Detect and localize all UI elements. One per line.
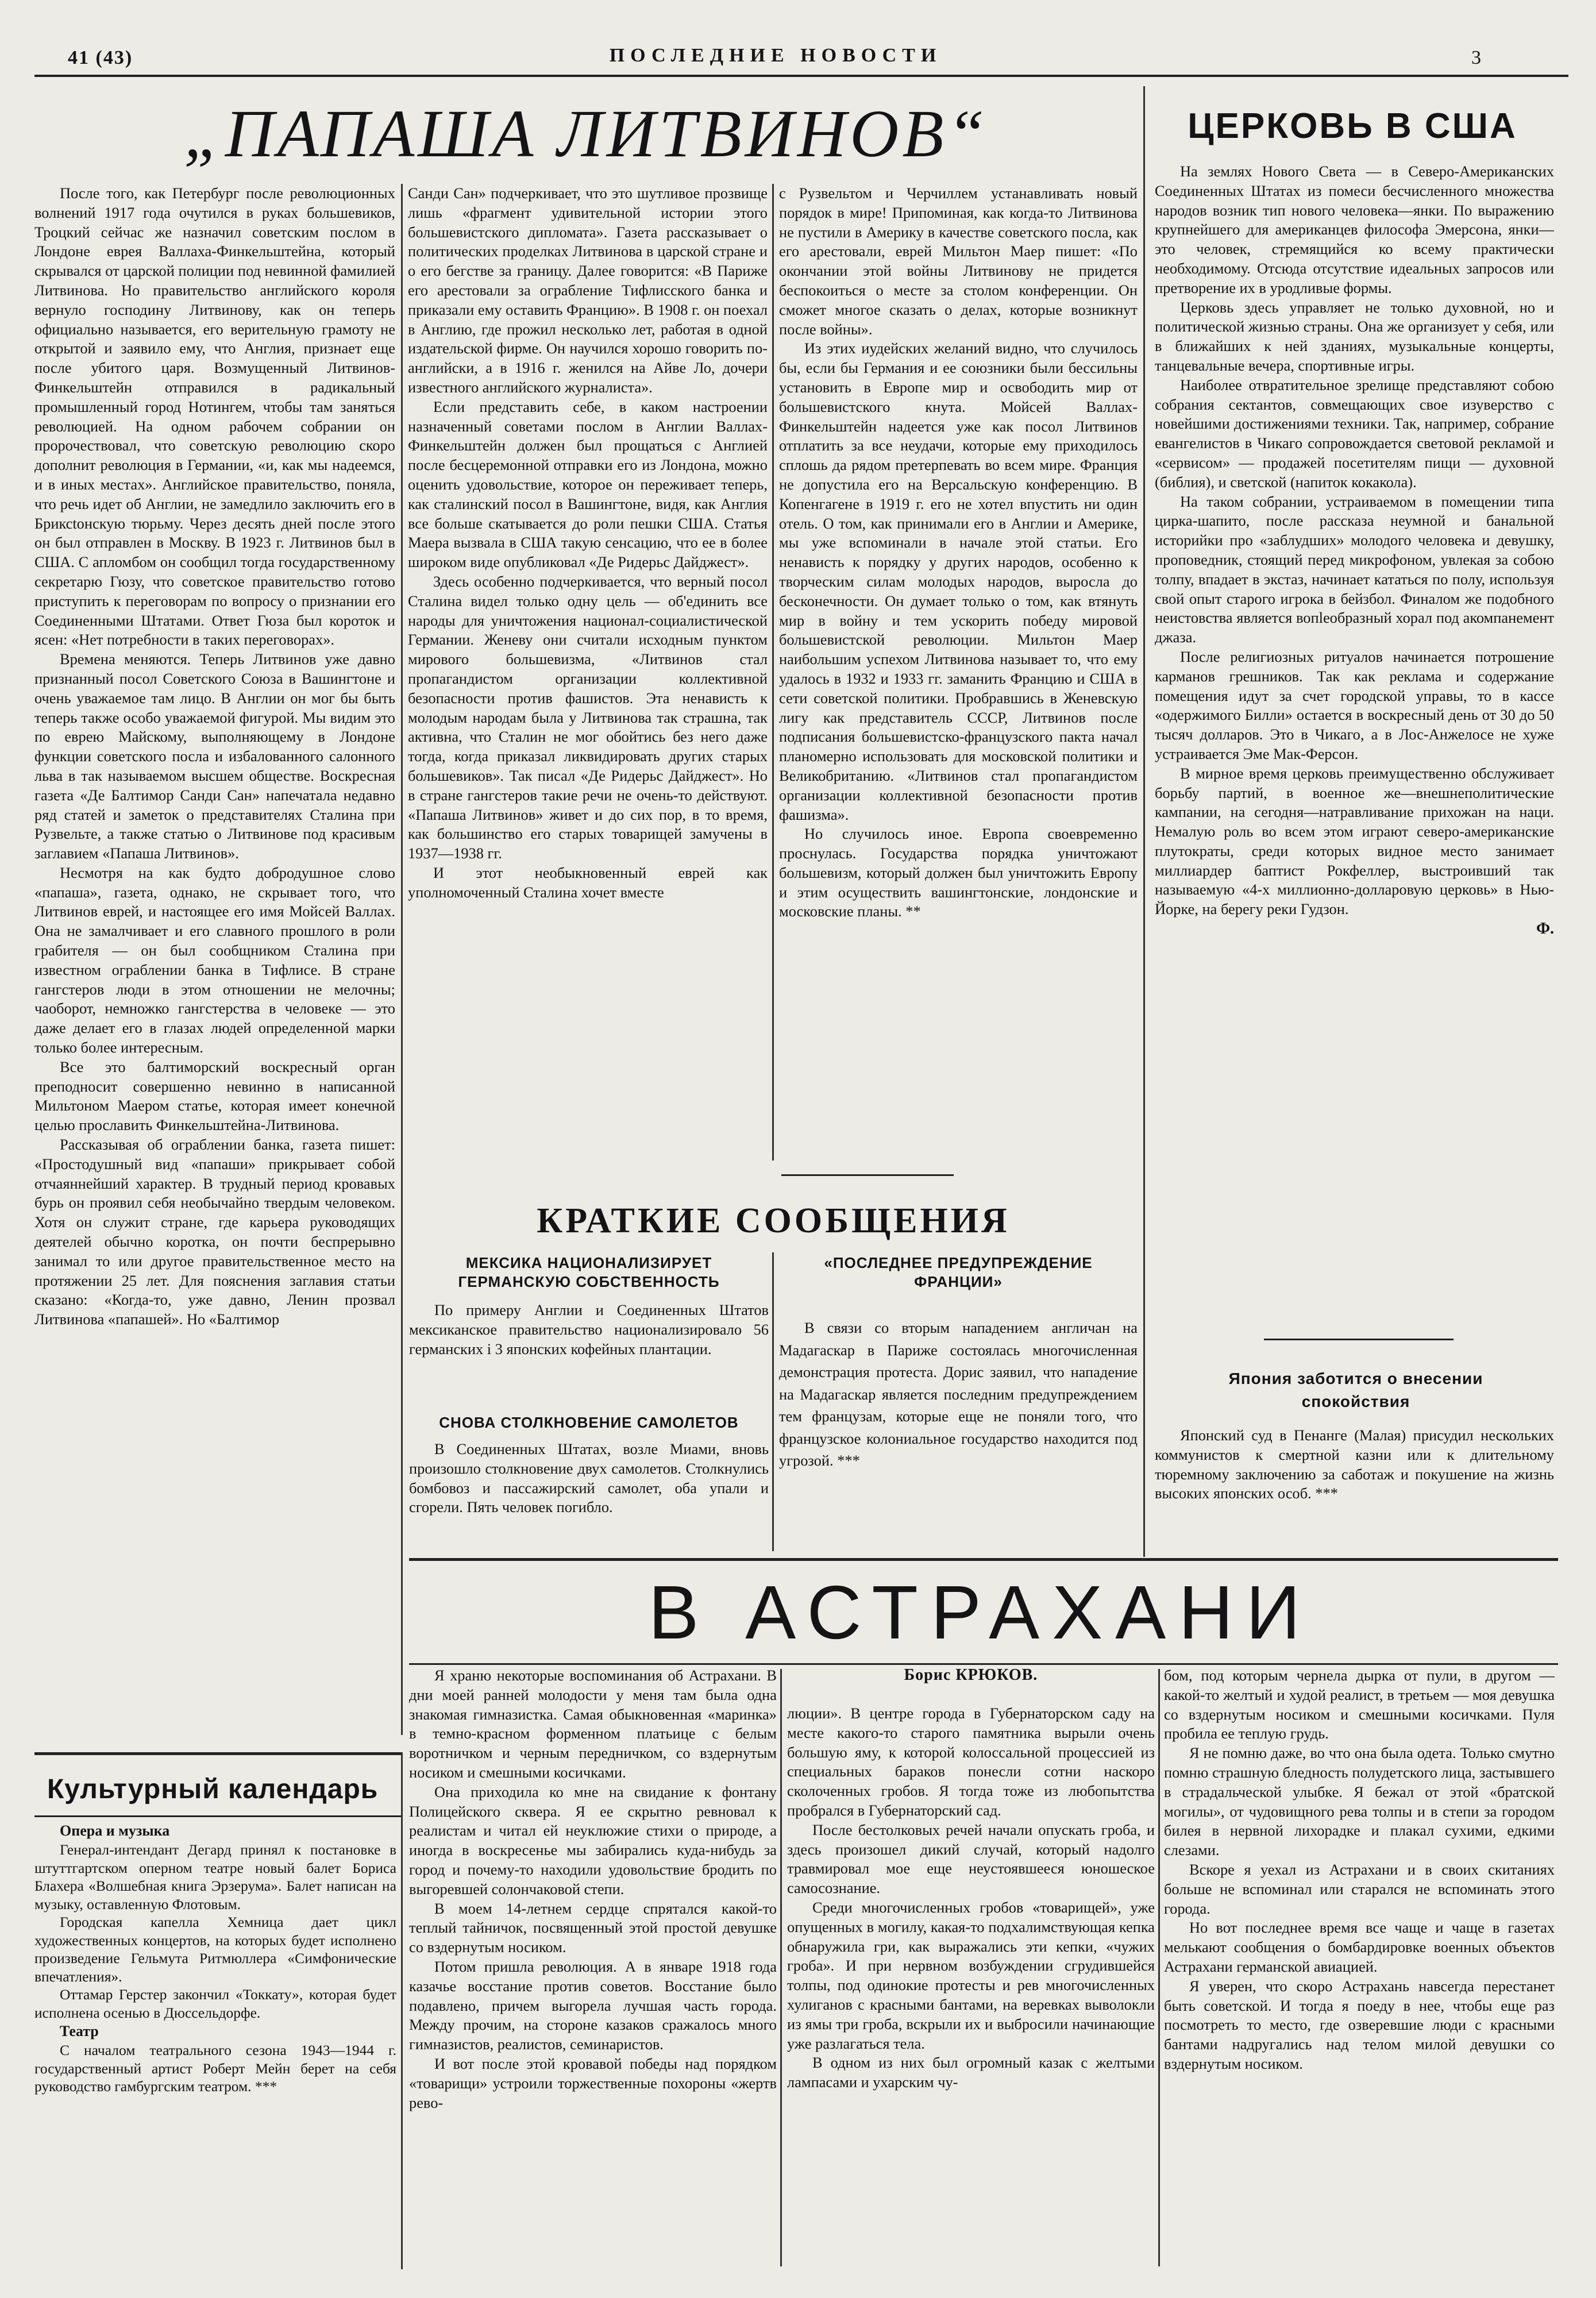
japan-article xyxy=(1155,1426,1554,1547)
issue-number: 41 (43) xyxy=(68,47,133,68)
section-rule xyxy=(34,1752,402,1755)
paragraph: Городская капелла Хемница дает цикл художественных концертов, на которых будет исполнено произведение Гельмута Ритмюллера «Симфонические впечатления». xyxy=(34,1914,396,1985)
paragraph: бом, под которым чернела дырка от пули, в другом — какой-то желтый и худой реалист, в третьем — моя девушка со вздернутым носиком и смешными косичками. Пуля пробила ее теплую грудь. xyxy=(1164,1667,1555,1742)
paragraph: Среди многочисленных гробов «товарищей», уже опущенных в могилу, какая-то подхалимствующая кепка обнаружила гри, как выражались эти кепки, «чужих гроба». И при нервном возбуждении сгрудившейся толпы, под одинокие протесты и рев многочисленных хулиганов с красными бантами, на веревках выволокли из ямы три гроба, вскрыли их и выбросили начинающие уже разлагаться тела. xyxy=(787,1898,1155,2052)
planes-title: СНОВА СТОЛКНОВЕНИЕ САМОЛЕТОВ xyxy=(439,1414,739,1431)
paragraph: И вот после этой кровавой победы над порядком «товарищи» устроили торжественные похороны «жертв рево- xyxy=(409,2054,777,2111)
column-divider xyxy=(401,1752,403,2269)
section-rule xyxy=(409,1558,1558,1561)
paragraph: Вскоре я уехал из Астрахани и в своих скитаниях больше не вспоминал или старался не вспоминать этого города. xyxy=(1164,1860,1555,1917)
page-number: 3 xyxy=(1471,47,1482,68)
section-rule xyxy=(409,1663,1558,1665)
france-article xyxy=(779,1317,1138,1547)
church-article xyxy=(1155,162,1554,1317)
paragraph: Все это балтиморский воскресный орган преподносит совершенно невинно в написанной Мильтоном Маером статье, которая имеет конечной целью прославить Финкельштейна-Литвинова. xyxy=(34,1058,395,1134)
short-rule xyxy=(781,1174,954,1176)
header-rule xyxy=(34,75,1568,77)
litvinov-column-1 xyxy=(34,184,395,1729)
paragraph: Здесь особенно подчеркивается, что верный посол Сталина видел только одну цель — об'единить все народы для уничтожения национал-социалистической Германии. Женеву они считали исходным пунктом мирового большевизма, «Литвинов стал пропагандистом организации коллективной безопасности против фашистов. Эта ненависть к молодым народам была у Литвинова так страшна, так активна, что Сталин не мог обойтись без него даже тогда, когда приказал ликвидировать других старых большевиков». Так писал «Де Ридерьс Дайджест». Но в стране гангстеров такие речи не очень-то действуют. «Папаша Литвинов» живет и до сих пор, в то время, как большинство его старых товарищей замучены в 1937—1938 гг. xyxy=(408,572,768,862)
paragraph: В моем 14-летнем сердце спрятался какой-то теплый тайничок, посвященный этой простой девушке со вздернутым носиком. xyxy=(409,1899,777,1956)
section-heading: Опера и музыка xyxy=(60,1822,170,1839)
newspaper-name: ПОСЛЕДНИЕ НОВОСТИ xyxy=(609,45,942,66)
paragraph: Но вот последнее время все чаще и чаще в газетах мелькают сообщения о бомбардировке военных объектов Астрахани германской авиацией. xyxy=(1164,1919,1555,1975)
paragraph: Наиболее отвратительное зрелище представляют собою собрания сектантов, совмещающих свое изуверство с новейшими достижениями техники. Так, например, собрание евангелистов в Чикаго сопровождается световой рекламой и «сервисом» — продажей посетителям пищи — духовной (библия), и светской (напиток кокакола). xyxy=(1155,376,1554,491)
japan-title: Япония заботится о внесении спокойствия xyxy=(1228,1370,1483,1410)
paragraph: После бестолковых речей начали опускать гроба, и здесь произошел дикий случай, который надолго травмировал мое еще неустоявшееся юношеское самосознание. xyxy=(787,1821,1155,1897)
paragraph: Несмотря на как будто добродушное слово «папаша», газета, однако, не скрывает того, что Литвинов еврей, и настоящее его имя Мойсей Валлах. Она не замалчивает и его славного прошлого в роли грабителя — он был сообщником Сталина при известном ограблении банка в Тифлисе. В стране гангстеров люди в этом отношении не мелочны; чаоборот, немножко гангстерства в человеке — это даже делает его в глазах людей определенной марки только более интересным. xyxy=(34,863,395,1057)
planes-article xyxy=(409,1440,769,1537)
column-divider xyxy=(772,184,774,1160)
paragraph: После религиозных ритуалов начинается потрошение карманов грешников. Так как реклама и содержание помещения идут за счет городской управы, то в кассе «одержимого Билли» остается в воскресный день от 30 до 50 тысяч долларов. Это в Чикаго, а в Лос-Анжелосе не хуже устраивается Эме Мак-Ферсон. xyxy=(1155,647,1554,762)
astrakhan-title: В АСТРАХАНИ xyxy=(648,1570,1313,1655)
paragraph: В Соединенных Штатах, возле Миами, вновь произошло столкновение двух самолетов. Столкнулись бомбовоз и пассажирский самолет, оба упали и сгорели. Пять человек погибло. xyxy=(409,1440,769,1516)
section-heading: Театр xyxy=(60,2023,99,2039)
culture-title: Культурный календарь xyxy=(47,1774,379,1805)
paragraph: На землях Нового Света — в Северо-Американских Соединенных Штатах из помеси бесчисленного множества народов возник тип нового человека—янки. По выражению крупнейшего для американцев философа Эмерсона, янки—это человек, стремящийся ко всему практически необходимому. Отсюда отсутствие идеальных запросов или претворение их в уродливые формы. xyxy=(1155,163,1554,296)
paragraph: Потом пришла революция. А в январе 1918 года казачье восстание против советов. Восстание было подавлено, причем выгорела лучшая часть города. Между прочим, на стороне казаков сражалось много гимназистов, реалистов, семинаристов. xyxy=(409,1957,777,2053)
paragraph: После того, как Петербург после революционных волнений 1917 года очутился в руках большевиков, Троцкий сейчас же назначил советским послом в Лондоне еврея Валлаха-Финкельштейна, который скрывался от царской полиции под невинной фамилией Литвинова. Но правительство английского короля вернуло господину Литвинову, как он теперь официально называется, его верительную грамоту не открытой и заявило ему, что Англия, признает еще после убитого царя. Возмущенный Литвинов-Финкельштейн отправился в радикальный промышленный город Нотингем, чтобы там заняться революцией. На одном рабочем собрании он пророчествовал, что советскую революцию скоро дополнит революция в Германии, «и, как мы надеемся, и в иных местах». Английское правительство, поняла, что речь идет об Англии, не замедлило заключить его в Бриксtонскую тюрьму. Через десять дней после этого он был отправлен в Москву. В 1923 г. Литвинов был в США. С апломбом он сообщил тогда государственному секретарю Гюзу, что советское правительство готово приступить к переговорам по вопросу о признании его Соединенными Штатами. Ответ Гюза был короток и ясен: «Нет потребности в таких переговорах». xyxy=(34,184,395,649)
paragraph: Церковь здесь управляет не только духовной, но и политической жизнью страны. Она же организует у себя, или в ближайших к ней зданиях, музыкальные концерты, танцевальные вечера, спортивные игры. xyxy=(1155,298,1554,374)
paragraph: В мирное время церковь преимущественно обслуживает борьбу партий, в военное же—внешнеполитические кампании, на сегодня—натравливание прихожан на наци. Немалую роль во всем этом играют северо-американские плутократы, среди которых видное место занимает миллиардер баптист Рокфеллер, выстроивший так называемую «4-х миллионно-долларовую церковь» в Нью-Йорке, на берегу реки Гудзон. xyxy=(1155,764,1554,918)
culture-article xyxy=(34,1821,396,2269)
paragraph: Оттамар Герстер закончил «Токкату», которая будет исполнена осенью в Дюссельдорфе. xyxy=(34,1986,396,2021)
paragraph: Из этих иудейских желаний видно, что случилось бы, если бы Германия и ее союзники были бессильны установить в Европе мир и освободить мир от большевистского кнута. Мойсей Валлах-Финкельштейн надеется уже как посол Литвинов отплатить за все неудачи, которые ему приходилось сплошь да рядом претерпевать во всем мире. Франция не допустила его на Версальскую конференцию. В Копенгагене в 1919 г. его не хотел впустить ни один отель. О том, как принимали его в Англии и Америке, мы уже вспоминали в начале этой статьи. Его ненависть к порядку у других народов, особенно к творческим силам молодых народов, выросла до бесконечности. Он думает только о том, как втянуть мир в войну и тем ускорить победу мировой большевистской революции. Мильтон Маер наибольшим успехом Литвинова называет то, что ему удалось в 1932 и 1933 гг. заманить Францию и США в сети советской политики. Пробравшись в Женевскую лигу как представитель СССР, Литвинов после подписания большевистско-французского пакта начал планомерно использовать для московской политики и Великобританию. «Литвинов стал пропагандистом организации коллективной безопасности против фашизма». xyxy=(779,340,1138,823)
short-rule xyxy=(1264,1339,1454,1340)
paragraph: с Рузвельтом и Черчиллем устанавливать новый порядок в мире! Припоминая, как когда-то Литвинова не пустили в Америку в качестве советского посла, как его арестовали, еврей Мильтон Маер пишет: «По окончании этой войны Литвинову не придется беспокоиться о месте за столом конференции. Он сможет многое сказать о делах, которые возникнут после войны». xyxy=(779,184,1138,338)
paragraph: Она приходила ко мне на свидание к фонтану Полицейского сквера. Я ее скрытно ревновал к реалистам и читал ей неуклюжие стихи о природе, а иногда в воскресенье мы забирались куда-нибудь за город и почему-то находили удовольствие бродить по выгоревшей солончаковой степи. xyxy=(409,1783,777,1898)
paragraph: Времена меняются. Теперь Литвинов уже давно признанный посол Советского Союза в Вашингтоне и очень уважаемое там лицо. В Англии он мог бы быть теперь также особо уважаемой фигурой. Мы видим это по еврею Майскому, выполняющему в Лондоне функции советского посла и избалованного салонного льва в так называемом высшем обществе. Воскресная газета «Де Балтимор Санди Сан» напечатала недавно ряд статей и заметок о представителях Сталина при Рузвельте, а также статью о Литвинове под красивым заглавием «Папаша Литвинов». xyxy=(34,650,395,862)
paragraph: Я не помню даже, во что она была одета. Только смутно помню страшную бледность полудетского лица, застывшего в страдальческой улыбке. Я бежал от этой «братской могилы», от чудовищного рева толпы и в степи за городом билея в нервной лихорадке и плакал сухими, едкими слезами. xyxy=(1164,1744,1555,1859)
astrakhan-column-3 xyxy=(1164,1666,1555,2264)
column-divider xyxy=(1143,86,1145,1557)
france-title: «ПОСЛЕДНЕЕ ПРЕДУПРЕЖДЕНИЕ ФРАНЦИИ» xyxy=(824,1254,1093,1290)
paragraph: Генерал-интендант Дегард принял к постановке в штуттгартском оперном театре новый балет Бориса Блахера «Волшебная книга Эрзерума». Балет написан на музыку, оставленную Флотовым. xyxy=(34,1841,396,1913)
column-divider xyxy=(1158,1669,1160,2266)
astrakhan-author: Борис КРЮКОВ. xyxy=(904,1666,1038,1684)
paragraph: В одном из них был огромный казак с желтыми лампасами и ухарским чу- xyxy=(787,2054,1155,2091)
paragraph: Санди Сан» подчеркивает, что это шутливое прозвище лишь «фрагмент удивительной истории этого большевистского дипломата». Газета рассказывает о политических проделках Литвинова в царской стране и о его бегстве за границу. Далее говорится: «В Париже его арестовали за ограбление Тифлисского банка и приказали ему оставить Францию». В 1908 г. он поехал в Англию, где прожил несколько лет, работая в одной издательской фирме. Он научился хорошо говорить по-английски, а в 1916 г. женился на Айве Ло, дочери известного английского журналиста». xyxy=(408,184,768,396)
paragraph: На таком собрании, устраиваемом в помещении типа цирка-шапито, после рассказа неумной и банальной историйки про «заблудших» молодого человека и девушку, проповедник, стоящий перед микрофоном, увлекая за собою толпу, впадает в экстаз, начинает кататься по полу, используя свой опыт старого игрока в бейзбол. Финалом же подобного неистовства является вопleобразный хорал под акомпанемент джаза. xyxy=(1155,492,1554,646)
paragraph: И этот необыкновенный еврей как уполномоченный Сталина хочет вместе xyxy=(408,863,768,901)
paragraph: Рассказывая об ограблении банка, газета пишет: «Простодушный вид «папаши» прикрывает собой отчаяннейший характер. В трудный период кровавых бурь он проявил себя необычайно твердым человеком. Хотя он служит стране, где карьера руководящих деятелей обычно коротка, он почти беспрерывно занимал то или другое правительственное место на протяжении 25 лет. Для пояснения заглавия статьи сказано: «Когда-то, уже давно, Ленин прозвал Литвинова «папашей». Но «Балтимор xyxy=(34,1136,395,1328)
column-divider xyxy=(401,184,403,1735)
column-divider xyxy=(780,1669,782,2266)
paragraph: С началом театрального сезона 1943—1944 г. государственный артист Роберт Мейн берет на себя руководство гамбургским театром. *** xyxy=(34,2042,396,2095)
mexico-title: МЕКСИКА НАЦИОНАЛИЗИРУЕТ ГЕРМАНСКУЮ СОБСТВЕННОСТЬ xyxy=(458,1254,720,1290)
astrakhan-column-2 xyxy=(787,1704,1155,2267)
paragraph: В связи со вторым нападением англичан на Мадагаскар в Париже состоялась многочисленная демонстрация протеста. Дорис заявил, что нападение на Мадагаскар является последним предупреждением тем французам, которые еще не поняли того, что французское колониальное государство находится под угрозой. *** xyxy=(779,1319,1138,1469)
mexico-article xyxy=(409,1301,769,1381)
litvinov-column-3 xyxy=(779,184,1138,1155)
section-rule xyxy=(34,1815,402,1817)
paragraph: Японский суд в Пенанге (Малая) присудил нескольких коммунистов к смертной казни или к длительному тюремному заключению за саботаж и покушение на жизнь высоких японских особ. *** xyxy=(1155,1426,1554,1502)
paragraph: Но случилось иное. Европа своевременно проснулась. Государства порядка уничтожают большевизм, который должен был уничтожить Европу и этим осуществить вашингтонские, лондонские и московские планы. ** xyxy=(779,825,1138,920)
paragraph: По примеру Англии и Соединенных Штатов мексиканское правительство национализировало 56 германских і 3 японских кофейных плантации. xyxy=(409,1301,769,1358)
litvinov-column-2 xyxy=(408,184,768,1155)
astrakhan-column-1 xyxy=(409,1666,777,2264)
church-title: ЦЕРКОВЬ В США xyxy=(1188,106,1517,146)
column-divider xyxy=(772,1252,774,1551)
paragraph: люции». В центре города в Губернаторском саду на месте какого-то старого памятника вырыли очень большую яму, к которой колоссальной процессией из специальных бараков понесли сотни наскоро сколоченных гробов. Я тогда тоже из любопытства пробрался в Губернаторский сад. xyxy=(787,1705,1155,1819)
brief-title: КРАТКИЕ СООБЩЕНИЯ xyxy=(537,1201,1010,1240)
litvinov-title: „ПАПАША ЛИТВИНОВ“ xyxy=(183,96,989,171)
paragraph: Я храню некоторые воспоминания об Астрахани. В дни моей ранней молодости у меня там была одна знакомая гимназистка. Самая обыкновенная «маринка» в темно-красном форменном платьице с белым воротничком и черным передничком, со вздернутым носиком и смешными косичками. xyxy=(409,1667,777,1781)
paragraph: Я уверен, что скоро Астрахань навсегда перестанет быть советской. И тогда я поеду в нее, чтобы еще раз посмотреть то место, где озверевшие люди с красными бантами надругались над телом милой девушки со вздернутым носиком. xyxy=(1164,1977,1555,2072)
paragraph: Если представить себе, в каком настроении назначенный советами послом в Англии Валлах-Финкельштейн должен был прощаться с Англией после бесцеремонной отправки его из Лондона, можно оценить удовольствие, которое он переживает теперь, как сталинский посол в Вашингтоне, видя, как Англия все больше скатывается до роли пешки США. Статья Маера вызвала в США такую сенсацию, что ее в более широком виде опубликовал «Де Ридерьс Дайджест». xyxy=(408,398,768,571)
church-signature: Ф. xyxy=(1536,920,1554,938)
